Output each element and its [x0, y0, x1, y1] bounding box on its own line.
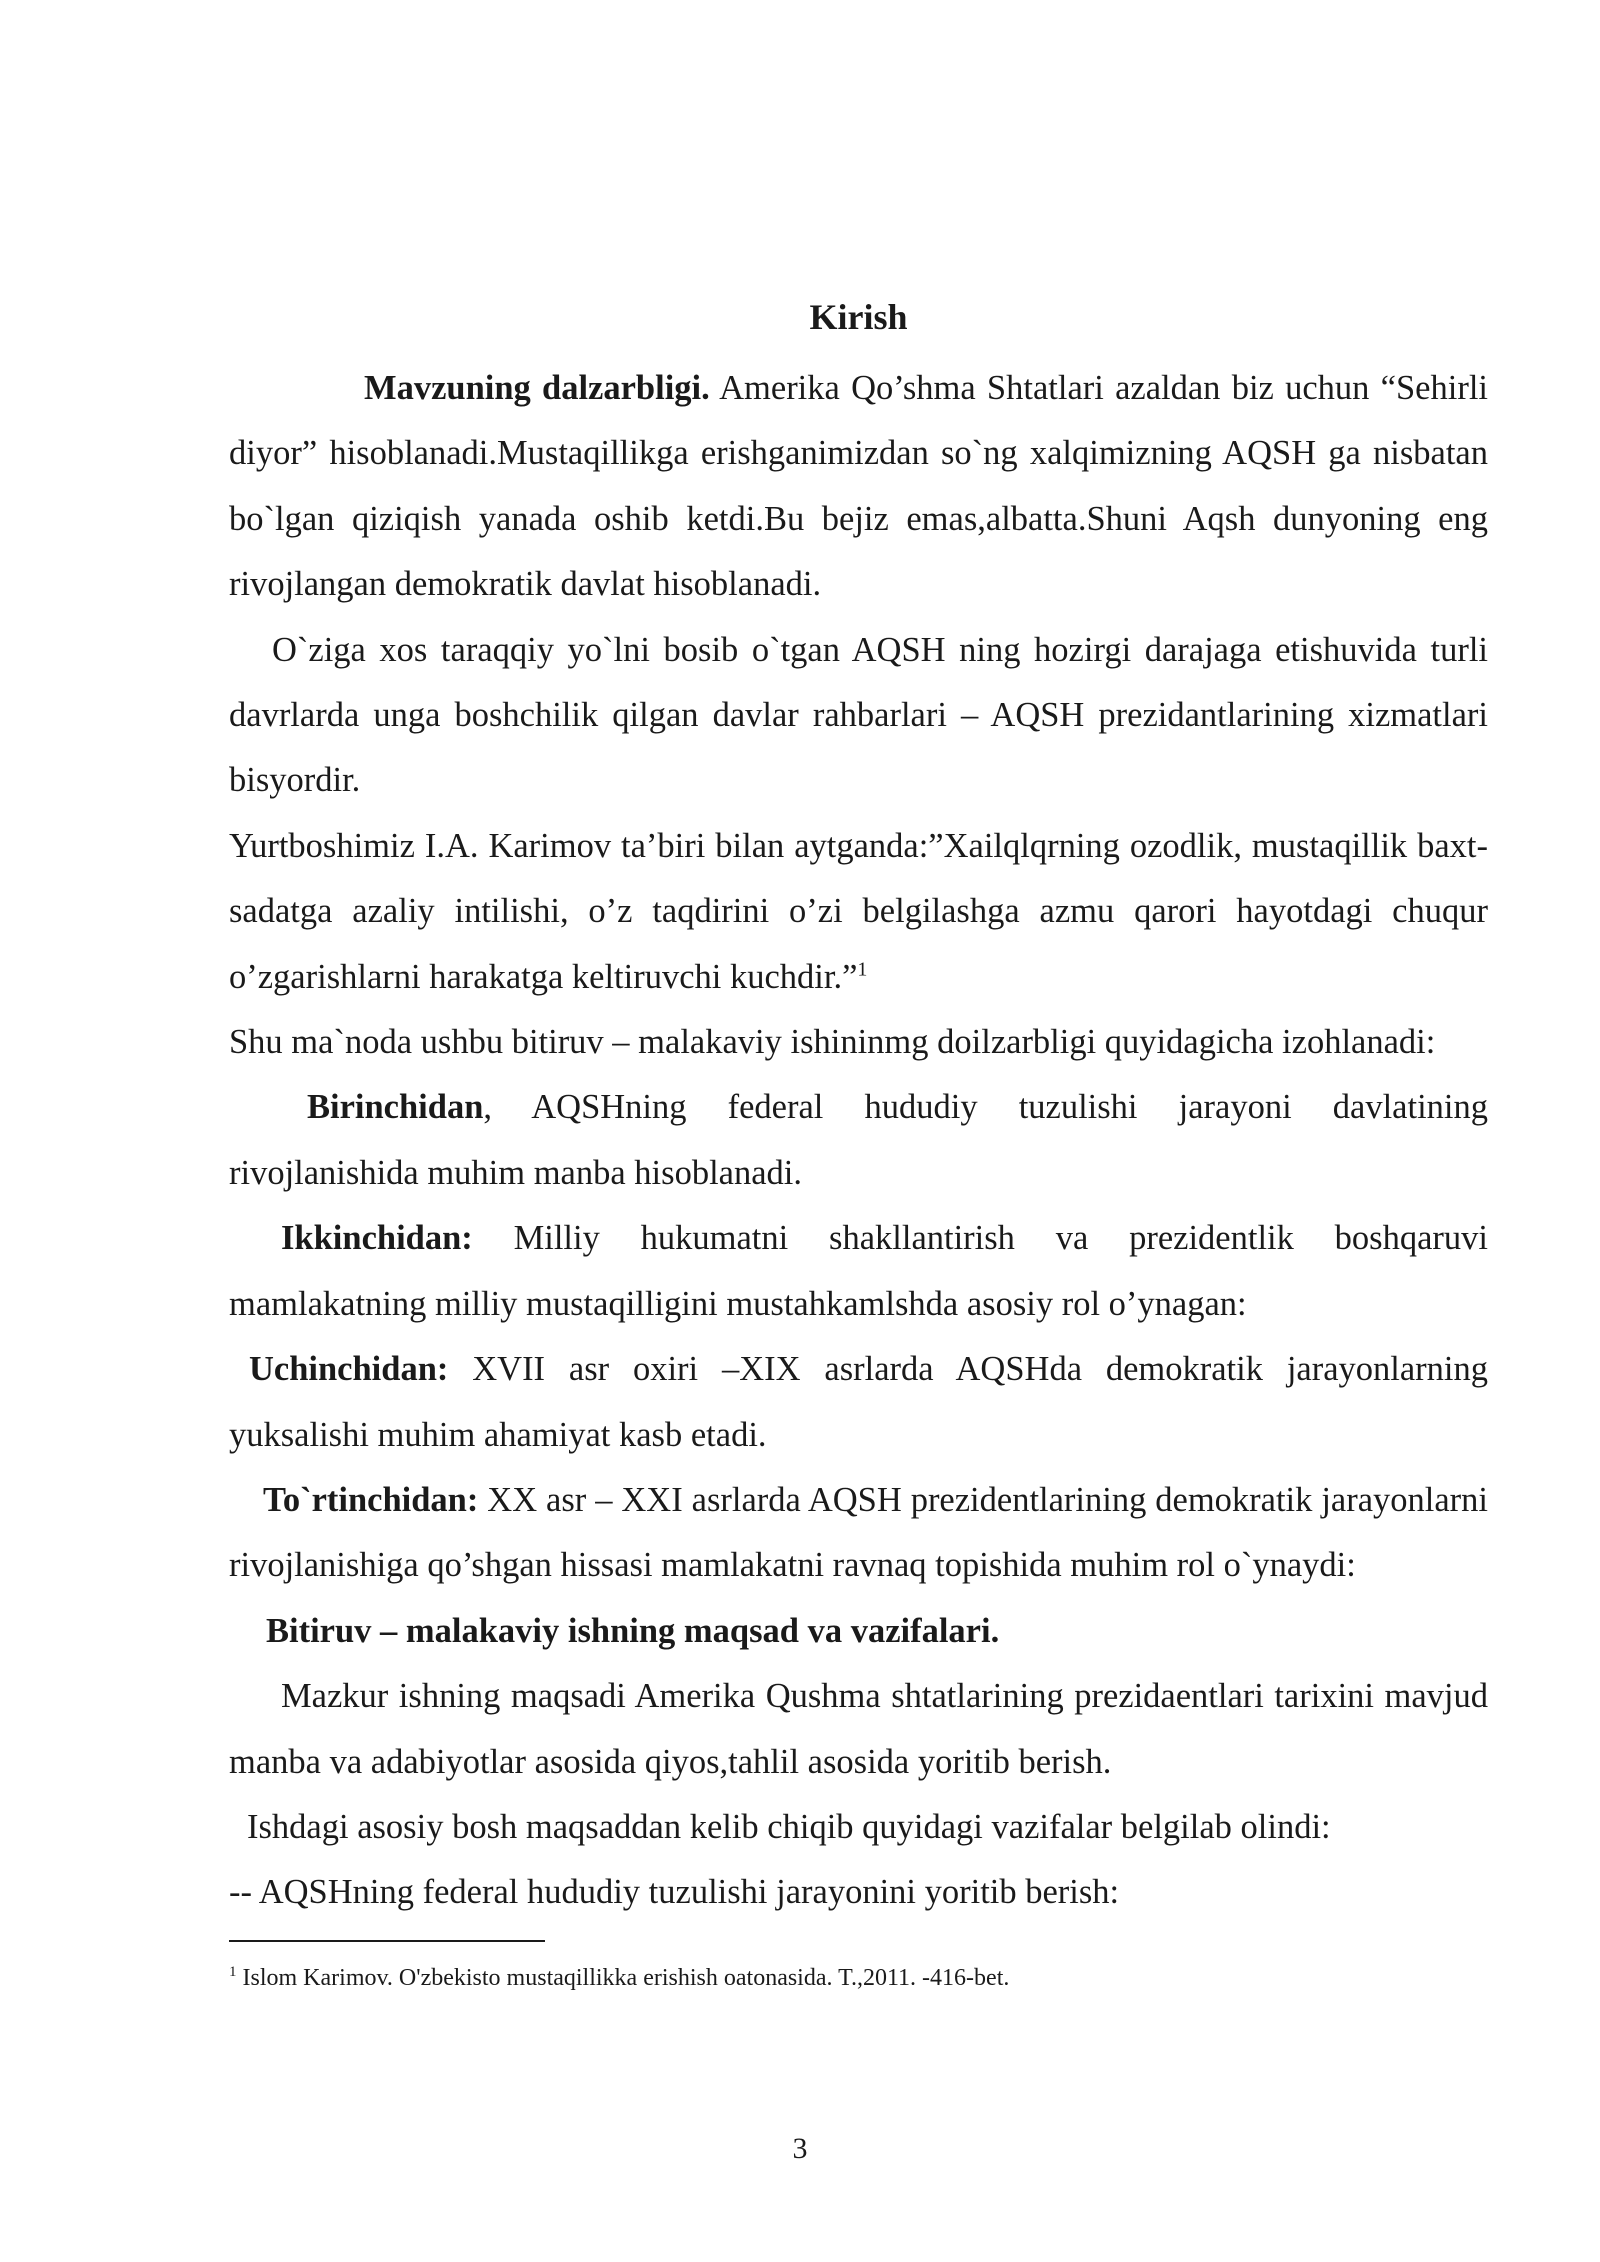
paragraph-explanation	[229, 1010, 1488, 1075]
aim-text: Mazkur ishning maqsadi Amerika Qushma shtatlarining prezidaentlari tarixini mavjud manba va adabiyotlar asosida qiyos,tahlil asosida yoritib berish.	[229, 1677, 1488, 1781]
page-title: Kirish	[809, 297, 908, 337]
task-item-text: -- AQSHning federal hududiy tuzulishi jarayonini yoritib berish:	[229, 1873, 1120, 1912]
paragraph-first	[229, 1075, 1488, 1206]
footnote	[229, 1956, 1488, 1994]
footnote-reference[interactable]: 1	[857, 958, 868, 981]
development-text: O`ziga xos taraqqiy yo`lni bosib o`tgan AQSH ning hozirgi darajaga etishuvida turli davrlarda unga boshchilik qilgan davlar rahbarlari – AQSH prezidantlarining xizmatlari bisyordir.	[229, 630, 1488, 800]
paragraph-second	[229, 1206, 1488, 1337]
fourth-heading: To`rtinchidan:	[263, 1480, 479, 1519]
footnote-divider	[229, 1940, 545, 1942]
relevance-text: Amerika Qo’shma Shtatlari azaldan biz uchun “Sehirli diyor” hisoblanadi.Mustaqillikga erishganimizdan so`ng xalqimizning AQSH ga nisbatan bo`lgan qiziqish yanada oshib ketdi.Bu bejiz emas,albatta.Shuni Aqsh dunyoning eng rivojlangan demokratik davlat hisoblanadi.	[229, 369, 1488, 604]
third-text: XVII asr oxiri –XIX asrlarda AQSHda demokratik jarayonlarning yuksalishi muhim ahamiyat kasb etadi.	[229, 1350, 1488, 1454]
tasks-intro-text: Ishdagi asosiy bosh maqsaddan kelib chiqib quyidagi vazifalar belgilab olindi:	[247, 1807, 1331, 1846]
footnote-text: Islom Karimov. O'zbekisto mustaqillikka erishish oatonasida. T.,2011. -416-bet.	[236, 1964, 1010, 1991]
paragraph-tasks-intro	[229, 1795, 1488, 1860]
first-text: , AQSHning federal hududiy tuzulishi jarayoni davlatining rivojlanishida muhim manba hisoblanadi.	[229, 1088, 1488, 1192]
fourth-text: XX asr – XXI asrlarda AQSH prezidentlarining demokratik jarayonlarni rivojlanishiga qo’shgan hissasi mamlakatni ravnaq topishida muhim rol o`ynaydi:	[229, 1480, 1488, 1585]
relevance-heading: Mavzuning dalzarbligi.	[364, 369, 710, 407]
paragraph-relevance	[229, 356, 1488, 618]
page-number: 3	[792, 2132, 808, 2165]
explanation-text: Shu ma`noda ushbu bitiruv – malakaviy ishininmg doilzarbligi quyidagicha izohlanadi:	[229, 1023, 1436, 1062]
second-heading: Ikkinchidan:	[281, 1219, 473, 1258]
second-text: Milliy hukumatni shakllantirish va prezidentlik boshqaruvi mamlakatning milliy mustaqilligini mustahkamlshda asosiy rol o’ynagan:	[229, 1219, 1488, 1323]
paragraph-third	[229, 1337, 1488, 1468]
document-page	[229, 290, 1488, 1994]
third-heading: Uchinchidan:	[249, 1350, 449, 1389]
quote-text: Yurtboshimiz I.A. Karimov ta’biri bilan aytganda:”Xailqlqrning ozodlik, mustaqillik baxt-sadatga azaliy intilishi, o’z taqdirini o’zi belgilashga azmu qarori hayotdagi chuqur o’zgarishlarni harakatga keltiruvchi kuchdir.”	[229, 826, 1488, 996]
paragraph-quote	[229, 814, 1488, 1010]
first-heading: Birinchidan	[307, 1088, 484, 1127]
paragraph-development	[229, 618, 1488, 814]
paragraph-aim	[229, 1664, 1488, 1795]
paragraph-fourth	[229, 1468, 1488, 1599]
paragraph-task-item	[229, 1860, 1488, 1925]
goals-heading: Bitiruv – malakaviy ishning maqsad va vazifalari.	[266, 1611, 1000, 1650]
footnote-mark: 1	[229, 1963, 237, 1980]
paragraph-goals-heading	[229, 1599, 1488, 1664]
